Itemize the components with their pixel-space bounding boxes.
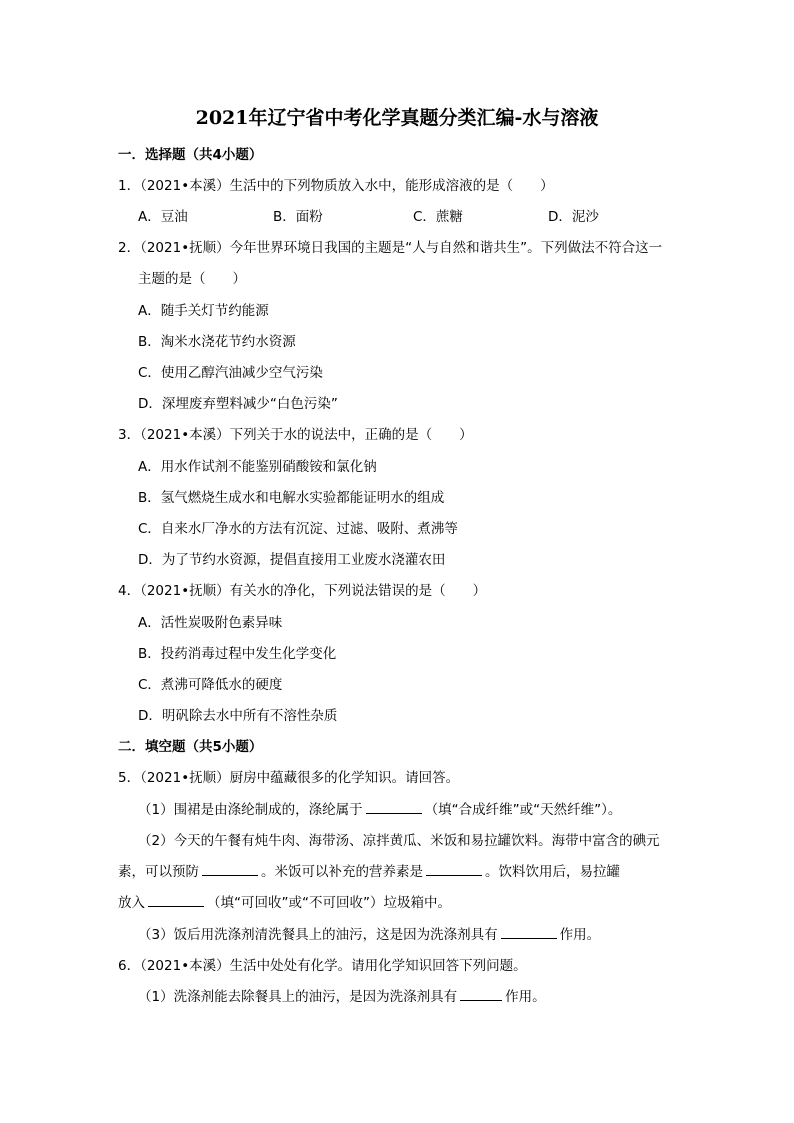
question-6-part-1-end: 作用。 [505, 989, 546, 1005]
question-2-option-d: D．深埋废弃塑料减少“白色污染” [138, 396, 338, 412]
answer-blank[interactable] [501, 926, 557, 939]
question-3-option-a: A．用水作试剂不能鉴别硝酸铵和氯化钠 [138, 459, 377, 475]
question-5-part-2-line2 [118, 863, 620, 881]
question-1-option-a: A．豆油 [138, 209, 188, 225]
answer-blank[interactable] [460, 988, 502, 1001]
question-5-part-2-line3 [118, 894, 451, 912]
question-1-option-c: C．蔗糖 [413, 209, 463, 225]
question-5-part-2-text-2: 。米饭可以补充的营养素是 [261, 864, 423, 880]
question-3-option-b: B．氢气燃烧生成水和电解水实验都能证明水的组成 [138, 490, 445, 506]
section-heading-choice: 一．选择题（共4小题） [118, 147, 263, 163]
answer-blank[interactable] [366, 801, 422, 814]
question-6-part-1 [138, 988, 546, 1006]
question-5-part-3 [138, 926, 600, 944]
question-1-option-b: B．面粉 [273, 209, 323, 225]
question-4-option-b: B．投药消毒过程中发生化学变化 [138, 646, 337, 662]
question-4-option-d: D．明矾除去水中所有不溶性杂质 [138, 708, 338, 724]
question-4-option-c: C．煮沸可降低水的硬度 [138, 677, 283, 693]
question-1-option-d: D．泥沙 [548, 209, 599, 225]
question-2-option-a: A．随手关灯节约能源 [138, 303, 269, 319]
question-5-part-2-text-4: 放入 [118, 895, 145, 911]
question-4-stem: 4．（2021•抚顺）有关水的净化，下列说法错误的是（ ） [118, 583, 487, 599]
question-3-stem: 3．（2021•本溪）下列关于水的说法中，正确的是（ ） [118, 427, 473, 443]
question-5-part-1-text: （1）围裙是由涤纶制成的，涤纶属于 [138, 802, 363, 818]
question-3-option-d: D．为了节约水资源，提倡直接用工业废水浇灌农田 [138, 552, 446, 568]
question-5-part-1 [138, 801, 621, 819]
question-1-options [138, 208, 599, 226]
answer-blank[interactable] [202, 863, 258, 876]
question-2-option-b: B．淘米水浇花节约水资源 [138, 334, 296, 350]
question-5-stem: 5．（2021•抚顺）厨房中蕴藏很多的化学知识。请回答。 [118, 770, 460, 786]
question-5-part-3-text: （3）饭后用洗涤剂清洗餐具上的油污，这是因为洗涤剂具有 [138, 927, 498, 943]
question-4-option-a: A．活性炭吸附色素异味 [138, 615, 283, 631]
question-6-stem: 6．（2021•本溪）生活中处处有化学。请用化学知识回答下列问题。 [118, 958, 527, 974]
question-5-part-2-hint: （填“可回收”或“不可回收”）垃圾箱中。 [207, 895, 451, 911]
answer-blank[interactable] [426, 863, 482, 876]
question-1-stem: 1．（2021•本溪）生活中的下列物质放入水中，能形成溶液的是（ ） [118, 178, 554, 194]
section-heading-fill: 二．填空题（共5小题） [118, 739, 263, 755]
question-2-stem-line1: 2．（2021•抚顺）今年世界环境日我国的主题是“人与自然和谐共生”。下列做法不符合这一 [118, 240, 663, 256]
question-5-part-2-text-3: 。饮料饮用后，易拉罐 [485, 864, 620, 880]
question-5-part-2-text: 素，可以预防 [118, 864, 199, 880]
question-2-stem-line2: 主题的是（ ） [138, 271, 246, 287]
document-title: 2021年辽宁省中考化学真题分类汇编-水与溶液 [195, 107, 599, 129]
answer-blank[interactable] [148, 894, 204, 907]
question-5-part-2-line1: （2）今天的午餐有炖牛肉、海带汤、凉拌黄瓜、米饭和易拉罐饮料。海带中富含的碘元 [138, 833, 660, 849]
question-5-part-1-hint: （填“合成纤维”或“天然纤维”）。 [424, 802, 622, 818]
question-5-part-3-end: 作用。 [559, 927, 601, 943]
question-6-part-1-text: （1）洗涤剂能去除餐具上的油污，是因为洗涤剂具有 [138, 989, 458, 1005]
question-3-option-c: C．自来水厂净水的方法有沉淀、过滤、吸附、煮沸等 [138, 521, 458, 537]
question-2-option-c: C．使用乙醇汽油减少空气污染 [138, 365, 323, 381]
